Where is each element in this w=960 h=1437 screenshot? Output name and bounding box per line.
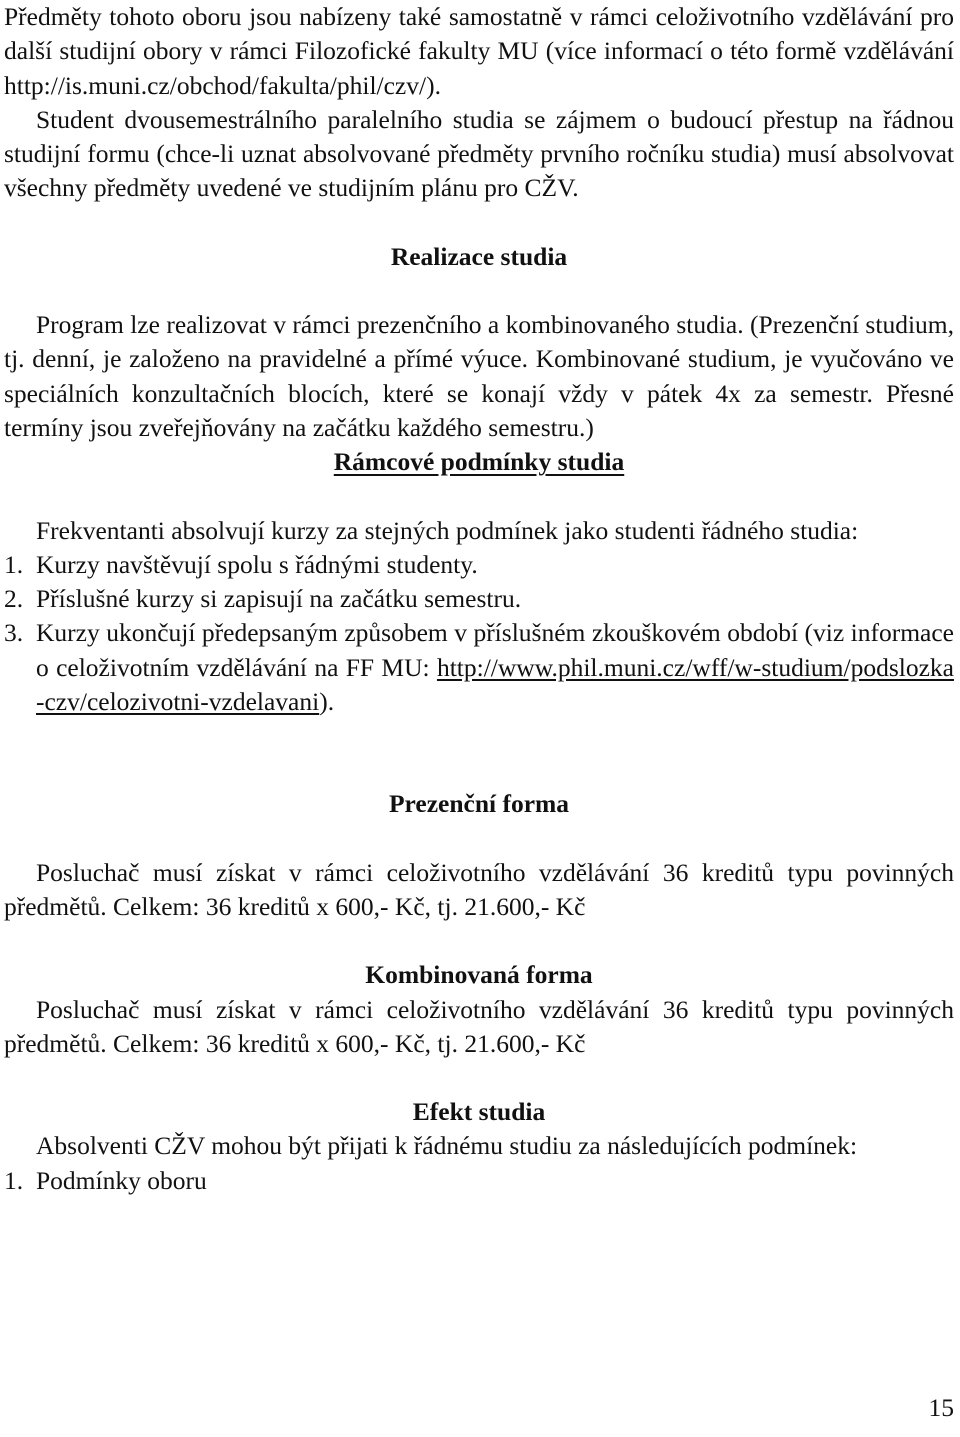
prezencni-paragraph: Posluchač musí získat v rámci celoživotního vzdělávání 36 kreditů typu povinných předmětů. Celkem: 36 kreditů x 600,- Kč, tj. 21.600,- Kč xyxy=(4,857,954,921)
realizace-paragraph: Program lze realizovat v rámci prezenčního a kombinovaného studia. (Prezenční studium, tj. denní, je založeno na pravidelné a přímé výuce. Kombinované studium, je vyučováno ve speciálních konzultačních blocích, které se konají vždy v pátek 4x za semestr. Přesné termíny jsou zveřejňovány na začátku každého semestru.) xyxy=(4,310,954,442)
page-number: 15 xyxy=(928,1393,954,1422)
heading-prezencni-forma: Prezenční forma xyxy=(388,789,570,819)
list-text-tail: ). xyxy=(319,687,335,717)
heading-efekt-studia: Efekt studia xyxy=(412,1097,546,1127)
list-number: 1. xyxy=(4,1165,24,1195)
list-text-with-link xyxy=(36,616,954,719)
document-page xyxy=(4,0,954,1198)
efekt-paragraph: Absolventi CŽV mohou být přijati k řádnému studiu za následujících podmínek: xyxy=(36,1131,858,1161)
list-text: Příslušné kurzy si zapisují na začátku semestru. xyxy=(36,584,522,614)
intro-paragraph-1: Předměty tohoto oboru jsou nabízeny také samostatně v rámci celoživotního vzdělávání pro další studijní obory v rámci Filozofické fakulty MU (více informací o této formě vzdělávání http://is.muni.cz/obchod/fakulta/phil/czv/). xyxy=(4,2,954,100)
list-item xyxy=(4,616,954,719)
list-number: 3. xyxy=(4,618,24,648)
heading-kombinovana-forma: Kombinovaná forma xyxy=(365,960,593,990)
czv-info-link[interactable]: http://www.phil.muni.cz/wff/w-studium/podslozka-czv/celozivotni-vzdelavani xyxy=(36,652,954,717)
list-number: 1. xyxy=(4,549,24,579)
list-text: Podmínky oboru xyxy=(36,1165,207,1195)
list-text: Kurzy navštěvují spolu s řádnými studenty. xyxy=(36,549,478,579)
list-number: 2. xyxy=(4,584,24,614)
kombinovana-paragraph: Posluchač musí získat v rámci celoživotního vzdělávání 36 kreditů typu povinných předmětů. Celkem: 36 kreditů x 600,- Kč, tj. 21.600,- Kč xyxy=(4,994,954,1058)
heading-realizace-studia: Realizace studia xyxy=(390,241,568,271)
heading-ramcove-podminky-text: Rámcové podmínky studia xyxy=(333,447,625,477)
list-item xyxy=(4,582,954,616)
ramcove-paragraph: Frekventanti absolvují kurzy za stejných podmínek jako studenti řádného studia: xyxy=(36,515,859,545)
list-text: Kurzy ukončují předepsaným způsobem v příslušném zkouškovém období (viz informace o celoživotním vzdělávání na FF MU: xyxy=(36,618,954,682)
intro-paragraph-2: Student dvousemestrálního paralelního studia se zájmem o budoucí přestup na řádnou studijní formu (chce-li uznat absolvované předměty prvního ročníku studia) musí absolvovat všechny předměty uvedené ve studijním plánu pro CŽV. xyxy=(4,104,954,203)
list-item xyxy=(4,548,954,582)
heading-ramcove-podminky xyxy=(4,445,954,479)
list-item xyxy=(4,1164,954,1198)
